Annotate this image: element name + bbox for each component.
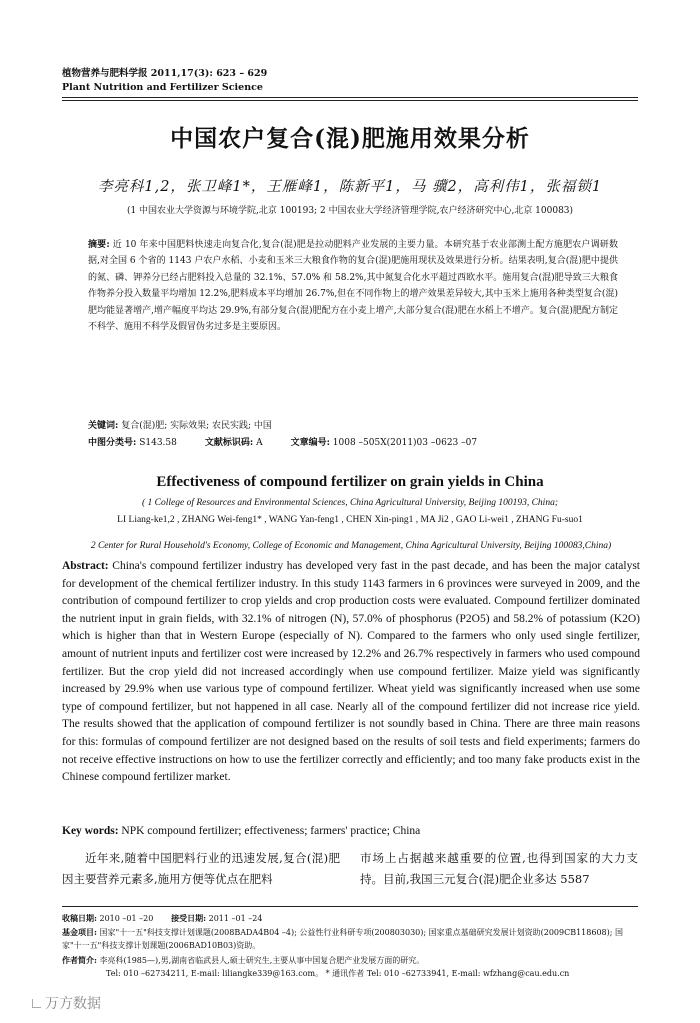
footnote-rule <box>62 906 638 907</box>
watermark-text: 万方数据 <box>45 996 101 1012</box>
keywords-cn <box>88 418 272 431</box>
keywords-en-label: Key words: <box>62 825 119 837</box>
classification-cn <box>88 435 477 448</box>
authors-cn: 李亮科1,2，张卫峰1*，王雁峰1，陈新平1，马 骥2，高利伟1，张福锁1 <box>97 179 603 195</box>
document-code: 文献标识码: A <box>204 438 263 448</box>
paper-title-cn: 中国农户复合(混)肥施用效果分析 <box>170 125 530 152</box>
affiliation-en-1: ( 1 College of Resources and Environmental Sciences, China Agricultural University, Beijing 100193, China; <box>141 498 558 508</box>
keywords-en <box>62 825 420 837</box>
body-column-right: 市场上占据越来越重要的位置,也得到国家的大力支持。目前,我国三元复合(混)肥企业多达 5587 <box>360 851 638 886</box>
footnote-funding: 基金项目: 国家"十一五"科技支撑计划课题(2008BADA4B04 –4); 公益性行业科研专项(200803030); 国家重点基础研究发展计划资助(2009CB118608); 国家"十一五"科技支撑计划课题(2006BAD10B03)资助。 <box>62 927 623 950</box>
paper-title-en: Effectiveness of compound fertilizer on grain yields in China <box>156 474 544 490</box>
abstract-cn <box>88 237 618 335</box>
journal-name-en: Plant Nutrition and Fertilizer Science <box>62 82 263 93</box>
article-number: 文章编号: 1008 –505X(2011)03 –0623 –07 <box>290 438 478 448</box>
body-column-left: 近年来,随着中国肥料行业的迅速发展,复合(混)肥因主要营养元素多,施用方便等优点在肥料 <box>62 851 340 886</box>
authors-en: LI Liang-ke1,2 , ZHANG Wei-feng1* , WANG Yan-feng1 , CHEN Xin-ping1 , MA Ji2 , GAO Li-wei1 , ZHANG Fu-suo1 <box>117 515 583 525</box>
footnote-author: 作者简介: 李亮科(1985—),男,湖南省临武县人,硕士研究生,主要从事中国复合肥产业发展方面的研究。 <box>62 955 425 965</box>
watermark-corner-icon <box>32 999 41 1008</box>
abstract-en-label: Abstract: <box>62 560 109 572</box>
keywords-en-text: NPK compound fertilizer; effectiveness; farmers' practice; China <box>121 825 421 837</box>
keywords-cn-label: 关键词: <box>88 421 119 431</box>
abstract-en <box>62 540 640 787</box>
affiliations-cn: (1 中国农业大学资源与环境学院,北京 100193; 2 中国农业大学经济管理学院,农户经济研究中心,北京 100083) <box>126 206 574 216</box>
abstract-en-text: China's compound fertilizer industry has developed very fast in the past decade, and has been the major catalyst for development of the chemical fertilizer industry. In this study 1143 farmers in 6 provinces were surveyed in 2009, and the contribution of compound fertilizer to crop yields and crop production costs were evaluated. Compound fertilizer dominated the nutrient input in grain fields, with 32.1% of nitrogen (N), 57.0% of phosphorus (P2O5) and 58.2% of potassium (K2O) which is higher than that in Western Europe (especially of N). Compared to the farmers who only used single fertilizer, amount of nutrient inputs and fertilizer cost were increased by 12.2% and 26.7% respectively in farmers who used compound fertilizer. But the crop yield did not increased accordingly when use compound fertilizer. Maize yield was significantly increased by 29.9% when use various type of compound fertilizer. Wheat yield was significantly increased when use some type of compound fertilizer, but not happened in all case. Nearly all of the compound fertilizer did not increase rice yield. The results showed that the application of compound fertilizer is not soundly based in China. There are three main reasons for this: formulas of compound fertilizer are not designed based on the results of soil tests and field experiments; farmers do not receive effective instructions on how to use the fertilizer correctly and efficiently; and too many fake products exist in the Chinese compound fertilizer market. <box>62 560 641 784</box>
footnote-dates: 收稿日期: 2010 –01 –20 接受日期: 2011 –01 –24 <box>62 913 263 923</box>
journal-header <box>62 67 267 95</box>
header-rule-bottom <box>62 100 638 101</box>
abstract-cn-text: 近 10 年来中国肥料快速走向复合化,复合(混)肥是拉动肥料产业发展的主要力量。本研究基于农业部测土配方施肥农户调研数据,对全国 6 个省的 1143 户农户水稻、小麦和玉米三大粮食作物的复合(混)肥施用现状及效果进行分析。结果表明,复合(混)肥中提供的氮、磷、钾养分已经占肥料投入总量的 32.1%、57.0% 和 58.2%,其中氮复合化水平超过西欧水平。施用复合(混)肥导致三大粮食作物养分投入数量平均增加 12.2%,肥料成本平均增加 26.7%,但在不同作物上的增产效果差异较大,其中玉米上施用各种类型复合(混)肥均能显著增产,增产幅度平均达 29.9%,有部分复合(混)肥配方在小麦上增产,大部分复合(混)肥在水稻上不增产。复合(混)肥配方制定不科学、施用不科学及假冒伪劣过多是主要原因。 <box>88 240 618 333</box>
abstract-cn-label: 摘要: <box>88 240 110 250</box>
clc-number: 中图分类号: S143.58 <box>88 438 177 448</box>
affiliation-en-2: 2 Center for Rural Household's Economy, College of Economic and Management, China Agricultural University, Beijing 100083,China) <box>90 541 612 551</box>
footnote-contact: Tel: 010 –62734211, E-mail: liliangke339@163.com。 * 通讯作者 Tel: 010 –62733941, E-mail: wfzhang@cau.edu.cn <box>106 969 570 978</box>
journal-citation-cn: 植物营养与肥料学报 2011,17(3): 623 – 629 <box>62 68 268 79</box>
watermark <box>32 993 101 1013</box>
keywords-cn-text: 复合(混)肥; 实际效果; 农民实践; 中国 <box>121 421 272 431</box>
header-rule-top <box>62 97 638 98</box>
